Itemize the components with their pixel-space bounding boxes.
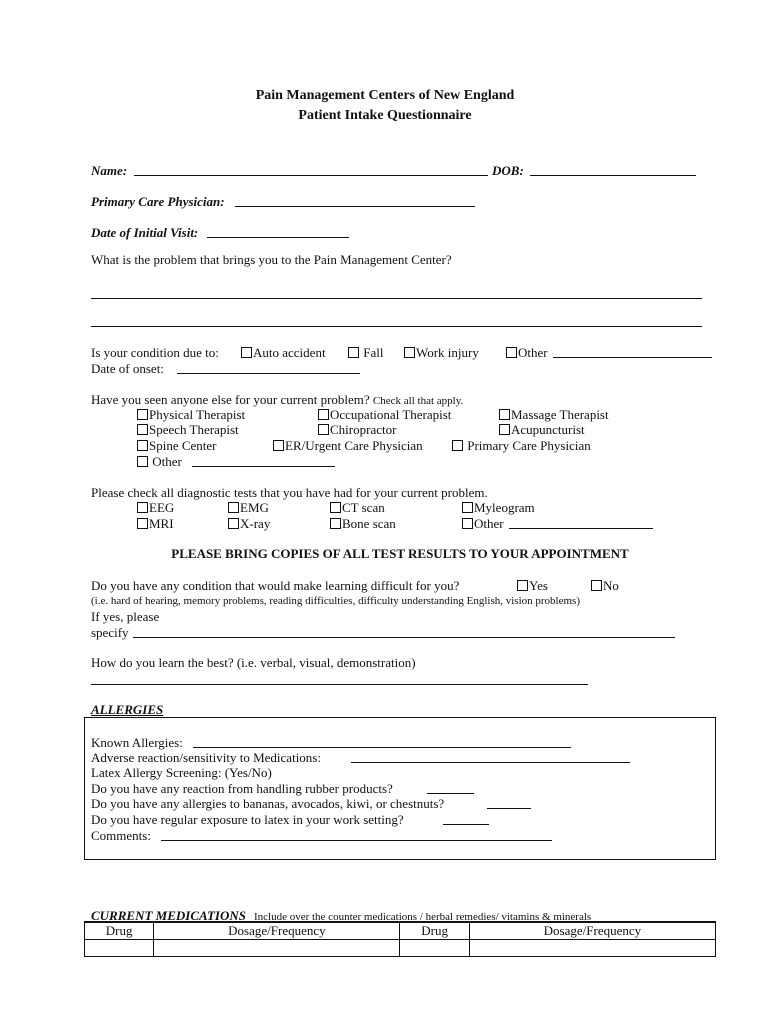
seen-option-pt[interactable]: Physical Therapist [137,407,245,423]
checkbox-icon[interactable] [506,347,517,358]
table-cell[interactable] [85,940,154,957]
seen-option-spine[interactable]: Spine Center [137,438,217,454]
learning-how-field[interactable] [91,673,588,685]
name-label: Name: [91,163,128,178]
checkbox-icon[interactable] [273,440,284,451]
checkbox-icon[interactable] [499,409,510,420]
problem-line-2[interactable] [91,315,702,327]
checkbox-icon[interactable] [462,518,473,529]
dob-label: DOB: [492,163,524,178]
exposure-question: Do you have regular exposure to latex in your work setting? [91,812,404,827]
onset-field[interactable] [177,362,360,374]
seen-option-speech[interactable]: Speech Therapist [137,422,239,438]
problem-question: What is the problem that brings you to the Pain Management Center? [91,252,452,267]
checkbox-icon[interactable] [330,502,341,513]
checkbox-icon[interactable] [348,347,359,358]
form-title: Patient Intake Questionnaire [298,108,472,123]
checkbox-icon[interactable] [404,347,415,358]
checkbox-icon[interactable] [137,409,148,420]
condition-option-auto[interactable]: Auto accident [241,345,326,361]
comments-label: Comments: [91,828,151,843]
problem-line-1[interactable] [91,287,702,299]
test-option-emg[interactable]: EMG [228,500,269,516]
learning-specify-field[interactable] [133,626,675,638]
col-dosage-2: Dosage/Frequency [469,923,715,940]
learning-specify-label: specify [91,625,129,640]
checkbox-icon[interactable] [228,502,239,513]
known-allergies-label: Known Allergies: [91,735,183,750]
learning-no[interactable]: No [591,578,619,594]
foods-field[interactable] [487,797,531,809]
checkbox-icon[interactable] [591,580,602,591]
table-cell[interactable] [400,940,469,957]
test-other-field[interactable] [509,517,653,529]
form-organization: Pain Management Centers of New England [255,88,515,103]
test-option-mri[interactable]: MRI [137,516,174,532]
checkbox-icon[interactable] [517,580,528,591]
condition-option-fall[interactable]: Fall [348,345,383,361]
col-drug-1: Drug [85,923,154,940]
col-dosage-1: Dosage/Frequency [154,923,400,940]
allergies-heading: ALLERGIES [91,702,164,717]
seen-option-acu[interactable]: Acupuncturist [499,422,585,438]
checkbox-icon[interactable] [137,502,148,513]
checkbox-icon[interactable] [462,502,473,513]
learning-examples: (i.e. hard of hearing, memory problems, reading difficulties, difficulty understanding English, vision problems) [91,595,580,607]
condition-option-other[interactable]: Other [506,345,548,361]
checkbox-icon[interactable] [330,518,341,529]
checkbox-icon[interactable] [452,440,463,451]
bring-results-notice: PLEASE BRING COPIES OF ALL TEST RESULTS TO YOUR APPOINTMENT [171,546,629,561]
seen-option-er[interactable]: ER/Urgent Care Physician [273,438,423,454]
medications-note: Include over the counter medications / herbal remedies/ vitamins & minerals [253,911,592,923]
learning-yes[interactable]: Yes [517,578,548,594]
adverse-reaction-field[interactable] [351,751,630,763]
table-cell[interactable] [469,940,715,957]
checkbox-icon[interactable] [137,456,148,467]
seen-option-ot[interactable]: Occupational Therapist [318,407,451,423]
checkbox-icon[interactable] [137,440,148,451]
checkbox-icon[interactable] [137,424,148,435]
test-option-myelo[interactable]: Myleogram [462,500,535,516]
table-cell[interactable] [154,940,400,957]
rubber-question: Do you have any reaction from handling rubber products? [91,781,393,796]
col-drug-2: Drug [400,923,469,940]
initial-visit-field[interactable] [207,226,349,238]
test-option-ct[interactable]: CT scan [330,500,385,516]
checkbox-icon[interactable] [499,424,510,435]
adverse-reaction-label: Adverse reaction/sensitivity to Medications: [91,750,321,765]
condition-question: Is your condition due to: [91,345,219,360]
initial-visit-label: Date of Initial Visit: [91,225,199,240]
rubber-field[interactable] [427,782,474,794]
checkbox-icon[interactable] [318,424,329,435]
checkbox-icon[interactable] [137,518,148,529]
comments-field[interactable] [161,829,552,841]
test-option-xray[interactable]: X-ray [228,516,270,532]
medications-table [84,922,716,957]
pcp-field[interactable] [235,195,475,207]
table-row[interactable] [85,940,716,957]
condition-other-field[interactable] [553,346,712,358]
seen-other-field[interactable] [192,455,335,467]
dob-field[interactable] [530,164,696,176]
checkbox-icon[interactable] [318,409,329,420]
learning-if-yes: If yes, please [91,609,160,624]
latex-screening-label: Latex Allergy Screening: (Yes/No) [91,765,272,780]
table-header-row [85,923,716,940]
seen-option-massage[interactable]: Massage Therapist [499,407,609,423]
tests-question: Please check all diagnostic tests that you have had for your current problem. [91,485,488,500]
onset-label: Date of onset: [91,361,164,376]
learning-question: Do you have any condition that would make learning difficult for you? [91,578,460,593]
medications-heading: CURRENT MEDICATIONS [91,908,246,923]
learning-how-question: How do you learn the best? (i.e. verbal, visual, demonstration) [91,655,416,670]
known-allergies-field[interactable] [193,736,571,748]
foods-question: Do you have any allergies to bananas, avocados, kiwi, or chestnuts? [91,796,445,811]
pcp-label: Primary Care Physician: [91,194,225,209]
seen-note: Check all that apply. [372,395,464,407]
test-option-bone[interactable]: Bone scan [330,516,396,532]
seen-question: Have you seen anyone else for your current problem? Check all that apply. [91,392,464,407]
seen-option-chiro[interactable]: Chiropractor [318,422,396,438]
seen-option-other[interactable]: Other [137,454,182,470]
condition-option-work[interactable]: Work injury [404,345,479,361]
checkbox-icon[interactable] [241,347,252,358]
seen-option-pcp[interactable]: Primary Care Physician [452,438,591,454]
exposure-field[interactable] [443,813,489,825]
test-option-other[interactable]: Other [462,516,504,532]
checkbox-icon[interactable] [228,518,239,529]
name-field[interactable] [134,164,488,176]
test-option-eeg[interactable]: EEG [137,500,174,516]
